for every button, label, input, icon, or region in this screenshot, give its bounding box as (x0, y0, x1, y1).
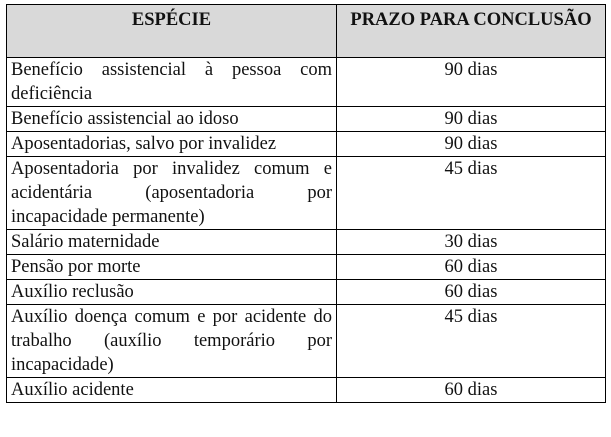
prazo-cell: 45 dias (337, 157, 606, 230)
especie-cell: Aposentadorias, salvo por invalidez (7, 132, 337, 157)
especie-cell: Pensão por morte (7, 255, 337, 280)
especie-cell: Auxílio doença comum e por acidente do trabalho (auxílio temporário por incapacidade) (7, 305, 337, 378)
prazo-cell: 60 dias (337, 255, 606, 280)
table-row (7, 157, 606, 230)
prazo-cell: 30 dias (337, 230, 606, 255)
table-row (7, 280, 606, 305)
prazo-cell: 90 dias (337, 107, 606, 132)
especie-cell: Salário maternidade (7, 230, 337, 255)
benefit-deadline-table (6, 4, 606, 403)
especie-cell: Benefício assistencial ao idoso (7, 107, 337, 132)
especie-cell: Auxílio reclusão (7, 280, 337, 305)
prazo-cell: 90 dias (337, 58, 606, 107)
header-especie: ESPÉCIE (7, 5, 337, 58)
especie-cell: Aposentadoria por invalidez comum e acidentária (aposentadoria por incapacidade permanente) (7, 157, 337, 230)
table-header-row (7, 5, 606, 58)
table-row (7, 58, 606, 107)
prazo-cell: 90 dias (337, 132, 606, 157)
table-row (7, 132, 606, 157)
header-prazo: PRAZO PARA CONCLUSÃO (337, 5, 606, 58)
prazo-cell: 45 dias (337, 305, 606, 378)
table-row (7, 107, 606, 132)
especie-cell: Auxílio acidente (7, 378, 337, 403)
prazo-cell: 60 dias (337, 378, 606, 403)
table-row (7, 305, 606, 378)
especie-cell: Benefício assistencial à pessoa com deficiência (7, 58, 337, 107)
table-row (7, 255, 606, 280)
table-row (7, 230, 606, 255)
prazo-cell: 60 dias (337, 280, 606, 305)
table-row (7, 378, 606, 403)
